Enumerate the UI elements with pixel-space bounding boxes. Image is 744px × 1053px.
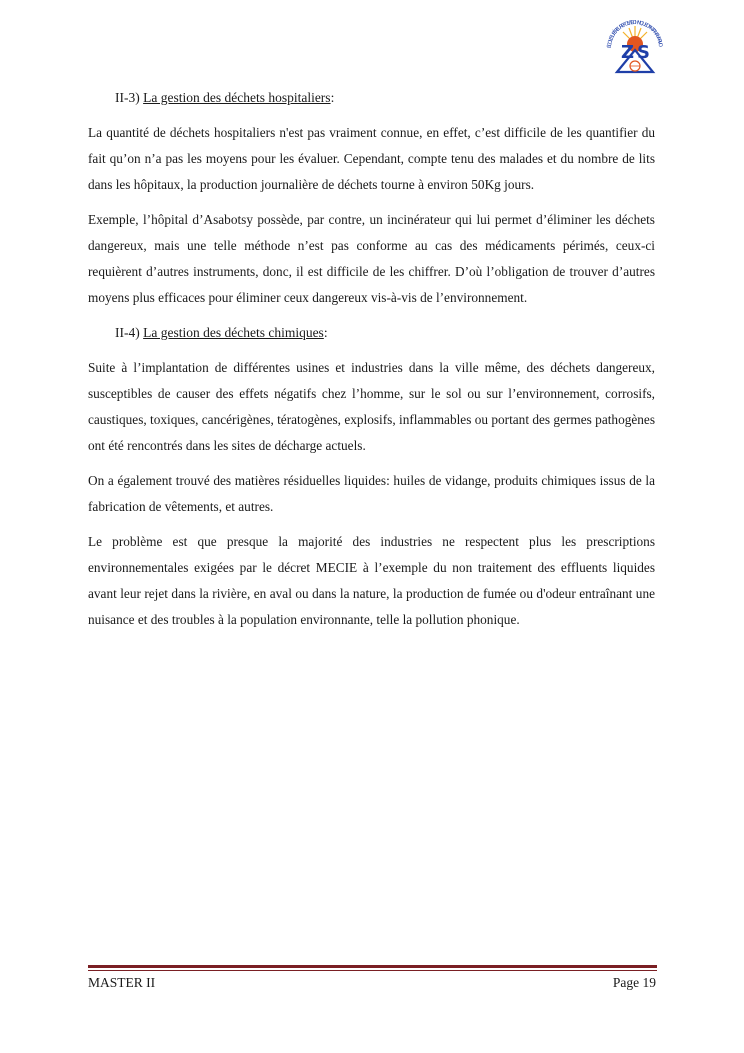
- footer-label: MASTER II: [88, 975, 156, 990]
- svg-text:Z: Z: [621, 42, 635, 63]
- paragraph-2: Exemple, l’hôpital d’Asabotsy possède, par contre, un incinérateur qui lui permet d’éliminer les déchets dangereux, mais une telle méthode n’est pas conforme au cas des médicaments périmés, ceux-ci requièrent d’autres instruments, donc, il est difficile de les chiffrer. D’où l’obligation de trouver d’autres moyens plus efficaces pour éliminer ceux dangereux vis-à-vis de l’environnement.: [88, 212, 655, 305]
- logo-arc-text: ÉCOLE SUPÉRIEURE POLYTECHNIQUE D'ANTANANARIVO: [606, 19, 664, 49]
- footer-divider-thick: [88, 965, 657, 968]
- paragraph-1: La quantité de déchets hospitaliers n'est pas vraiment connue, en effet, c’est difficile de les quantifier du fait qu’on n’a pas les moyens pour les évaluer. Cependant, compte tenu des malades et du nombre de lits dans les hôpitaux, la production journalière de déchets tourne à environ 50Kg jours.: [88, 125, 655, 192]
- paragraph-5: Le problème est que presque la majorité des industries ne respectent plus les prescriptions environnementales exigées par le décret MECIE à l’exemple du non traitement des effluents liquides avant leur rejet dans la rivière, en aval ou dans la nature, la production de fumée ou d'odeur entraînant une nuisance et des troubles à la population environnante, telle la pollution phonique.: [88, 534, 655, 627]
- page-number: Page 19: [612, 975, 656, 990]
- paragraph-3: Suite à l’implantation de différentes usines et industries dans la ville même, des déchets dangereux, susceptibles de causer des effets négatifs chez l’homme, sur le sol ou sur l’environnement, corrosifs, caustiques, toxiques, cancérigènes, tératogènes, explosifs, inflammables ou portant des germes pathogènes ont été rencontrés dans les sites de décharge actuels.: [88, 360, 655, 453]
- section-heading-ii-4: [115, 320, 655, 346]
- svg-text:S: S: [637, 42, 650, 63]
- heading-prefix: II-4): [115, 325, 144, 340]
- heading-prefix: II-3): [115, 90, 144, 105]
- heading-title: La gestion des déchets chimiques: [143, 325, 324, 340]
- footer-divider-thin: [88, 970, 657, 971]
- page-body: [88, 85, 655, 633]
- heading-suffix: :: [330, 90, 335, 105]
- paragraph-4: On a également trouvé des matières résiduelles liquides: huiles de vidange, produits chimiques issus de la fabrication de vêtements, et autres.: [88, 473, 655, 514]
- seal-icon: [603, 14, 667, 78]
- section-heading-ii-3: [115, 85, 655, 111]
- heading-suffix: :: [323, 325, 328, 340]
- institution-logo-icon: [603, 14, 667, 78]
- heading-title: La gestion des déchets hospitaliers: [143, 90, 331, 105]
